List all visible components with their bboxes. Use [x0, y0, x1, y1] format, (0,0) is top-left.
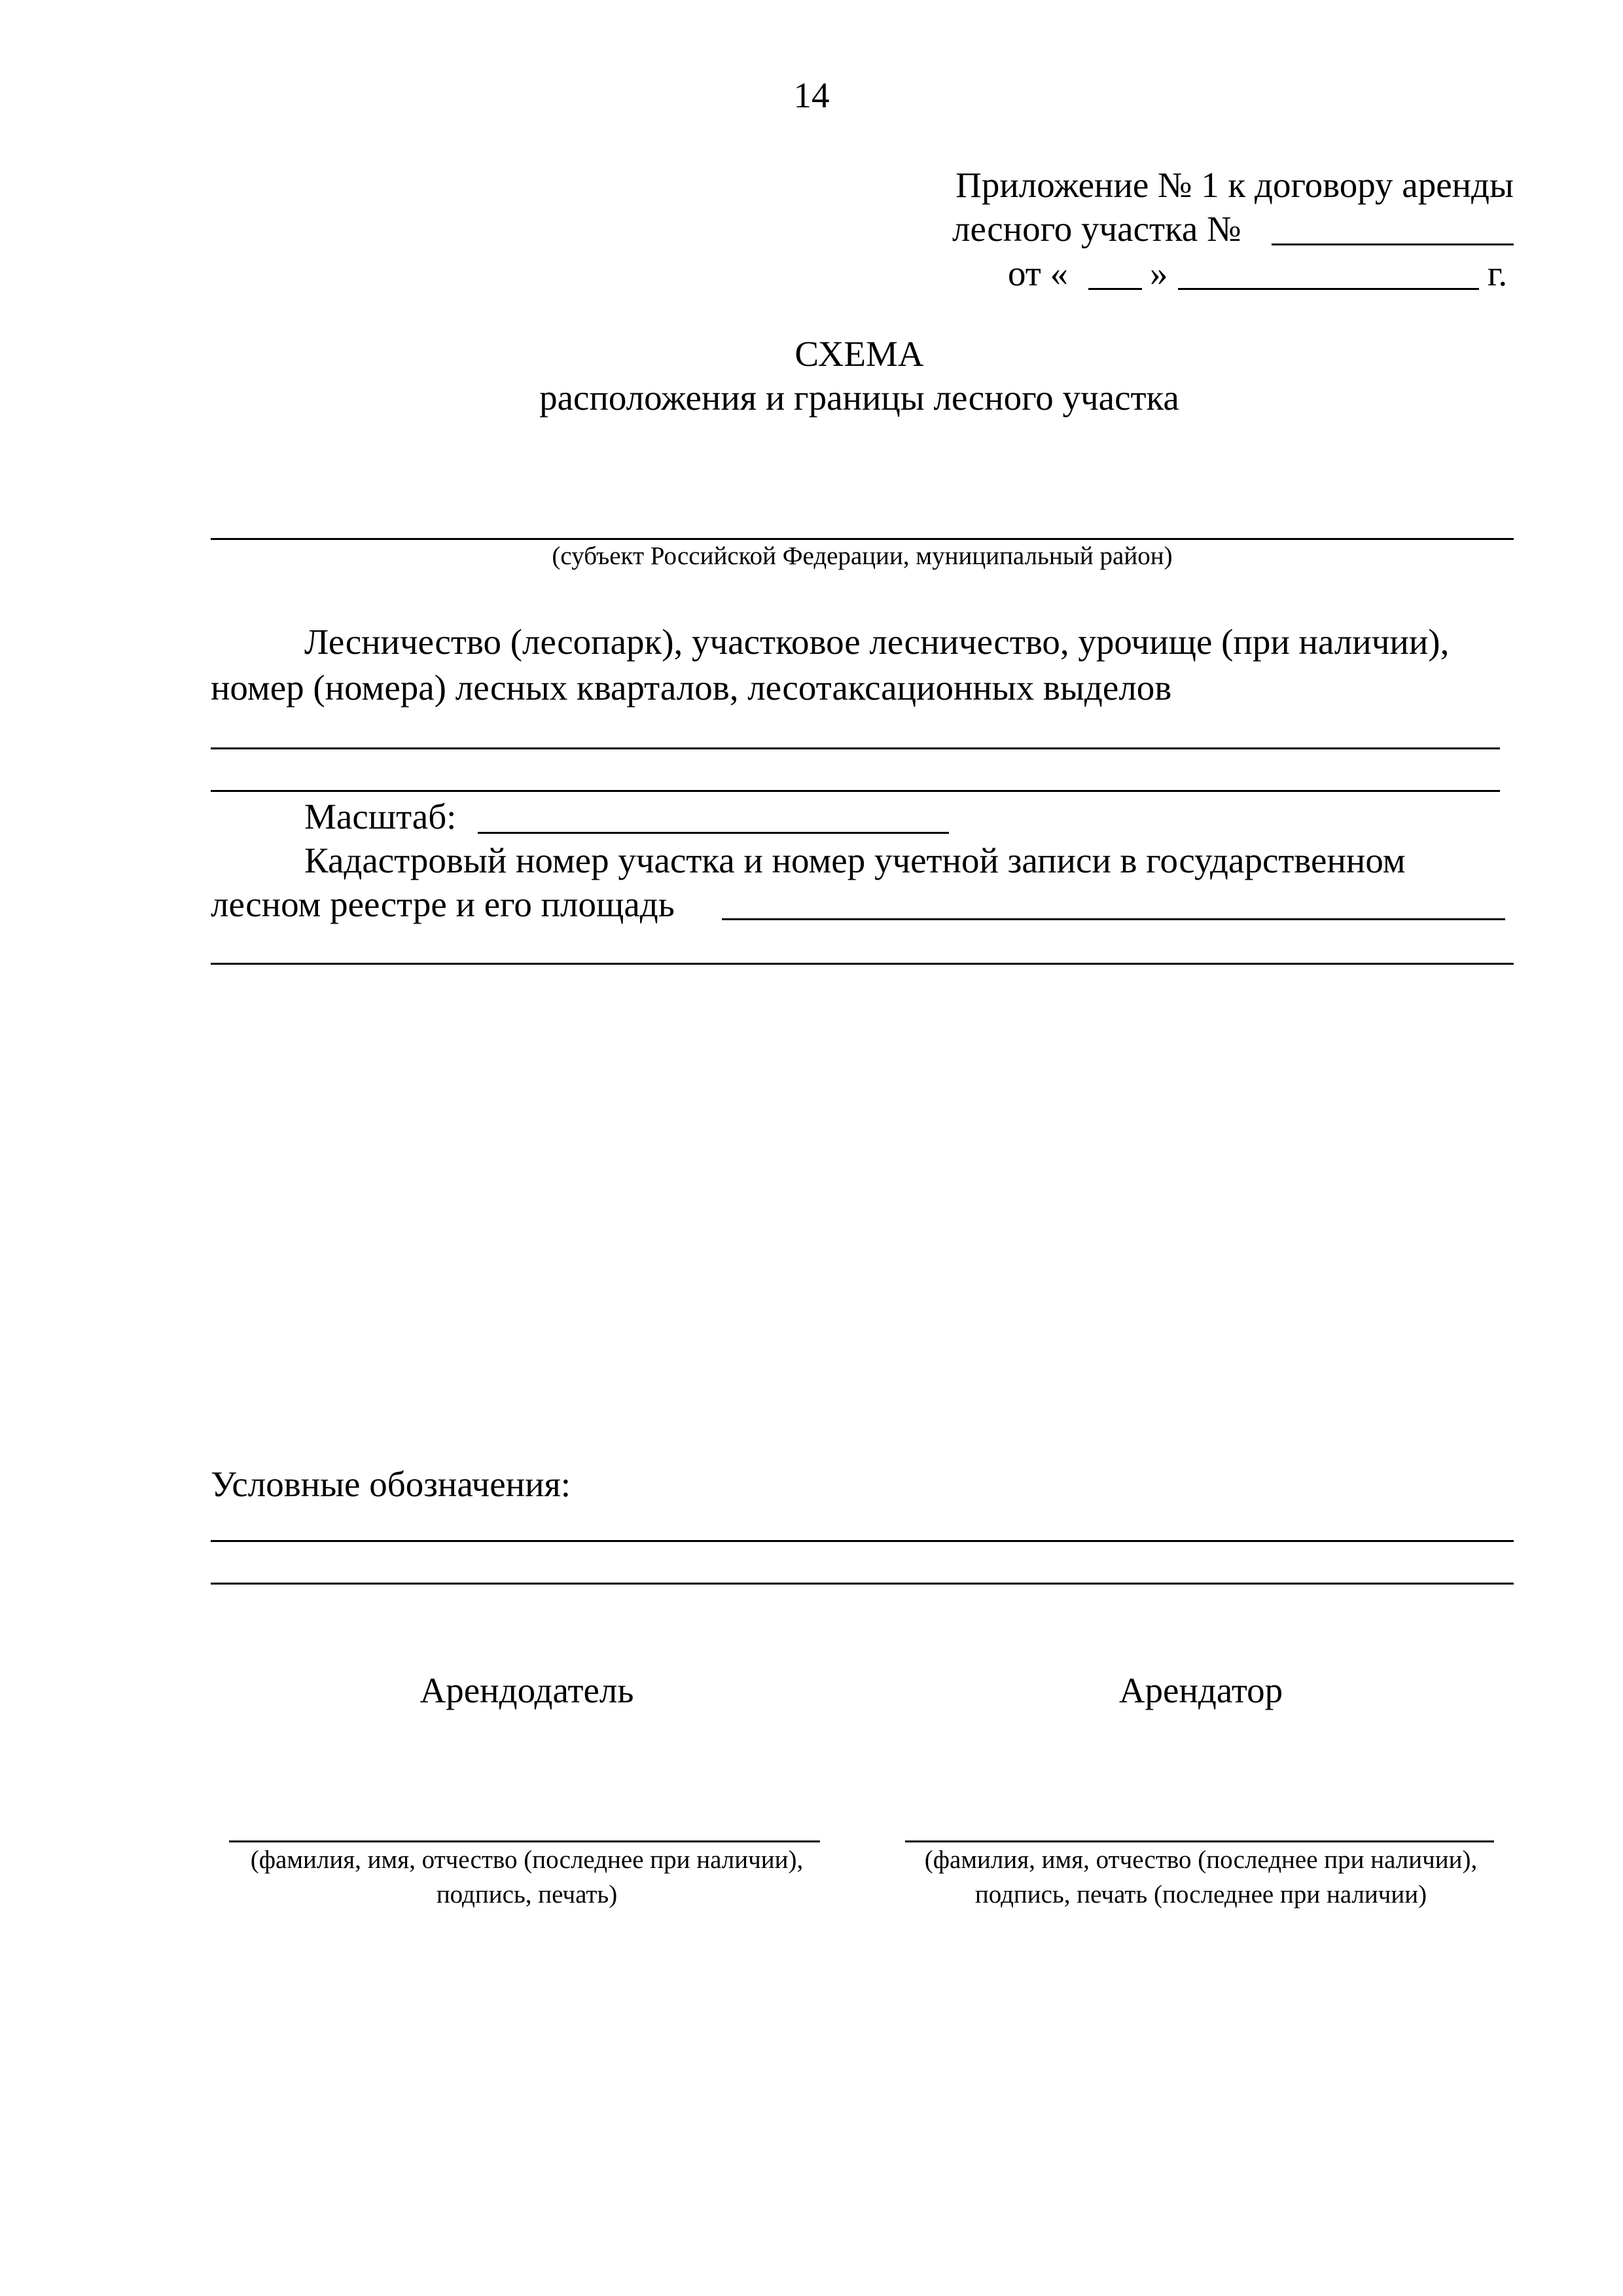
lessee-caption-line-2: подпись, печать (последнее при наличии)	[974, 1880, 1427, 1909]
cadastre-field-1[interactable]	[722, 918, 1505, 920]
lessor-title: Арендодатель	[419, 1670, 634, 1710]
lessee-signature-field[interactable]	[905, 1840, 1494, 1842]
legend-field-1[interactable]	[211, 1540, 1514, 1542]
date-month-year-field[interactable]	[1178, 288, 1479, 290]
subject-caption: (субъект Российской Федерации, муниципальный район)	[552, 542, 1173, 570]
forestry-line-1: Лесничество (лесопарк), участковое лесничество, урочище (при наличии),	[304, 622, 1450, 662]
subject-field[interactable]	[211, 538, 1514, 540]
lessee-caption-line-1: (фамилия, имя, отчество (последнее при наличии),	[924, 1846, 1478, 1874]
legend-field-2[interactable]	[211, 1583, 1514, 1585]
annex-line-2: лесного участка №	[952, 209, 1241, 249]
lessor-caption-line-1: (фамилия, имя, отчество (последнее при наличии),	[250, 1846, 804, 1874]
forestry-field-1[interactable]	[211, 747, 1500, 749]
cadastre-field-2[interactable]	[211, 963, 1514, 965]
scale-field[interactable]	[478, 832, 949, 834]
annex-line-1: Приложение № 1 к договору аренды	[955, 165, 1514, 205]
page-number: 14	[793, 75, 830, 115]
date-day-field[interactable]	[1088, 288, 1142, 290]
document-subtitle: расположения и границы лесного участка	[539, 378, 1179, 418]
scale-label: Масштаб:	[304, 797, 457, 836]
legend-label: Условные обозначения:	[211, 1464, 571, 1504]
forestry-field-2[interactable]	[211, 790, 1500, 792]
document-title: СХЕМА	[794, 334, 924, 374]
lessee-title: Арендатор	[1118, 1670, 1283, 1710]
annex-date-mid: »	[1150, 253, 1168, 293]
forestry-line-2: номер (номера) лесных кварталов, лесотаксационных выделов	[211, 668, 1172, 708]
cadastre-line-1: Кадастровый номер участка и номер учетной записи в государственном	[304, 840, 1406, 880]
lessor-caption-line-2: подпись, печать)	[436, 1880, 618, 1909]
annex-date-prefix: от «	[1008, 253, 1069, 293]
contract-number-field[interactable]	[1272, 243, 1514, 245]
annex-date-suffix: г.	[1488, 253, 1508, 293]
lessor-signature-field[interactable]	[229, 1840, 820, 1842]
cadastre-line-2: лесном реестре и его площадь	[211, 884, 675, 924]
